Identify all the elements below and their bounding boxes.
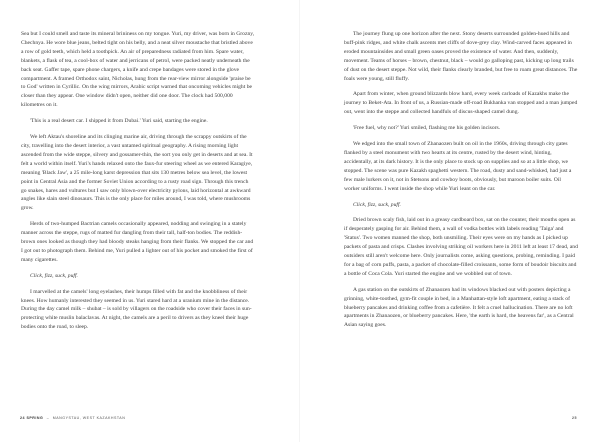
paragraph: The journey flung up one horizon after the next. Stony deserts surrounded golden-hued hills and buff-pink ridges, and white chalk ascents met cliffs of dove-grey clay. Wind-carved faces appeared in eroded mountainsides and small green oases proved the existence of water. And then, suddenly, movement. Teams of horses – brown, chestnut, black – would go galloping past, kicking up long trails of dust on the desert steppe. Not wild, their flanks clearly branded, but free to roam great distances. The foals were young, still fluffy.	[344, 31, 578, 82]
paragraph: We left Aktau's shoreline and its clinging marine air, driving through the scrappy outskirts of the city, travelling into the desert interior, a vast untamed spiritual geography. A rising morning light ascended from the wide steppe, silvery and gossamer-thin, the sort you only get in deserts and at sea. It felt a world within itself. Yuri's hands relaxed onto the faux-fur steering wheel as we entered Karagiye, meaning 'Black Jaw', a 25 mile-long karst depression that sits 130 metres below sea level, the lowest point in Central Asia and the former Soviet Union according to a rusty road sign. Through this trench go snakes, hares and vultures but I saw only blown-over electricity pylons, laid horizontal at awkward angles like slain steel dinosaurs. This is the only place for miles around, I was told, where mushrooms grow.	[21, 134, 253, 212]
section-name: SPRING	[26, 416, 44, 420]
paragraph: Herds of two-humped Bactrian camels occasionally appeared, nodding and swinging in a stately manner across the steppe, rugs of matted fur dangling from their tall, half-ton bodies. The reddish-brown ones looked as though they had bloody steaks hanging from their flanks. We stopped the car and I got out to photograph them. Behind me, Yuri pulled a lighter out of his pocket and smoked the first of many cigarettes.	[21, 221, 254, 263]
paragraph: Dried brown scaly fish, laid out in a greasy cardboard box, sat on the counter, their mouths open as if desperately gasping for air. Behind them, a wall of vodka bottles with labels reading 'Taiga' and 'Status'. Two women manned the shop, both unsmiling. Their eyes were on my hands as I picked up packets of pasta and crisps. Clashes involving striking oil workers here in 2011 left at least 17 dead, and outsiders still aren't welcome here. Only journalists come, asking questions, probing, reminding. I paid for a bag of corn puffs, pasta, a packet of chocolate-filled croissants, some form of boudoir biscuits and a bottle of Coca Cola. Yuri started the engine and we wobbled out of town.	[344, 217, 578, 277]
footer-separator: –	[46, 416, 50, 420]
page-number: 25	[572, 416, 577, 420]
right-page	[300, 0, 600, 442]
paragraph: A gas station on the outskirts of Zhanaozen had its windows blacked out with posters depicting a grinning, white-toothed, gym-fit couple in bed, in a Manhattan-style loft apartment, eating a stack of blueberry pancakes and drinking coffee from a cafetière. It felt a cruel hallucination. There are no loft apartments in Zhanaozen, or blueberry pancakes. Here, 'the earth is hard, the heavens far', as a Central Asian saying goes.	[344, 286, 574, 329]
italic-refrain: Click, fizz, suck, puff.	[30, 272, 78, 279]
paragraph: I marvelled at the camels' long eyelashes, their humps filled with fat and the knobbliness of their knees. How humanly interested they seemed in us. Yuri stared hard at a uranium mine in the distance. During the day camel milk – shubat – is sold by villagers on the roadside who cover their faces in sun-protecting white muslin balaclavas. At night, the camels are a peril to drivers as they kneel their huge bodies onto the road, to sleep.	[21, 288, 252, 331]
page-number: 24	[20, 416, 25, 420]
right-text-column	[344, 30, 578, 337]
right-page-footer	[572, 416, 577, 420]
left-page-footer	[20, 416, 125, 420]
paragraph: Sea but I could smell and taste its mineral brininess on my tongue. Yuri, my driver, was born in Grozny, Chechnya. He wore blue jeans, belted tight on his belly, and a neat silver moustache that bristled above a row of gold teeth, which held a toothpick. An air of preparedness radiated from him. Spare water, blankets, a flask of tea, a cool-box of water and jerricans of petrol, were packed neatly underneath the back seat. Gaffer tape, spare phone chargers, a knife and crepe bandages were stored in the glove compartment. A framed Orthodox saint, Nicholas, hung from the rear-view mirror alongside 'praise be to God' written in Cyrillic. On the wing mirrors, Arabic script warned that oncoming vehicles might be closer than they appear. One window didn't open, neither did one door. The clock had 500,000 kilometres on it.	[21, 31, 255, 109]
location-name: MANGYSTAU, WEST KAZAKHSTAN	[52, 416, 126, 420]
paragraph: 'This is a real desert car. I shipped it from Dubai.' Yuri said, starting the engine.	[30, 118, 208, 125]
italic-refrain: Click, fizz, suck, puff.	[353, 201, 401, 208]
paragraph: We edged into the small town of Zhanaozen built on oil in the 1960s, driving through city gates flanked by a steel monument with two hearts at its centre, rusted by the desert wind, hinting, accidentally, at its dark history. It is the only place to stock up on supplies and so at a little shop, we stopped. The scene was pure Kazakh spaghetti western. The road, dusty and sand-whisked, had just a few male lurkers on it, not in Stetsons and cowboy boots, obviously, but maroon boiler suits. Oil worker uniforms. I went inside the shop while Yuri leant on the car.	[344, 141, 572, 192]
paragraph: 'Free fuel, why not?' Yuri smiled, flashing me his golden incisors.	[353, 125, 501, 132]
left-text-column	[21, 30, 255, 339]
paragraph: Apart from winter, when ground blizzards blow hard, every week carloads of Kazakhs make the journey to Beket-Ata. In front of us, a Russian-made off-road Bukhanka van stopped and a man jumped out, went into the steppe and collected handfuls of discus-shaped camel dung.	[344, 91, 578, 116]
